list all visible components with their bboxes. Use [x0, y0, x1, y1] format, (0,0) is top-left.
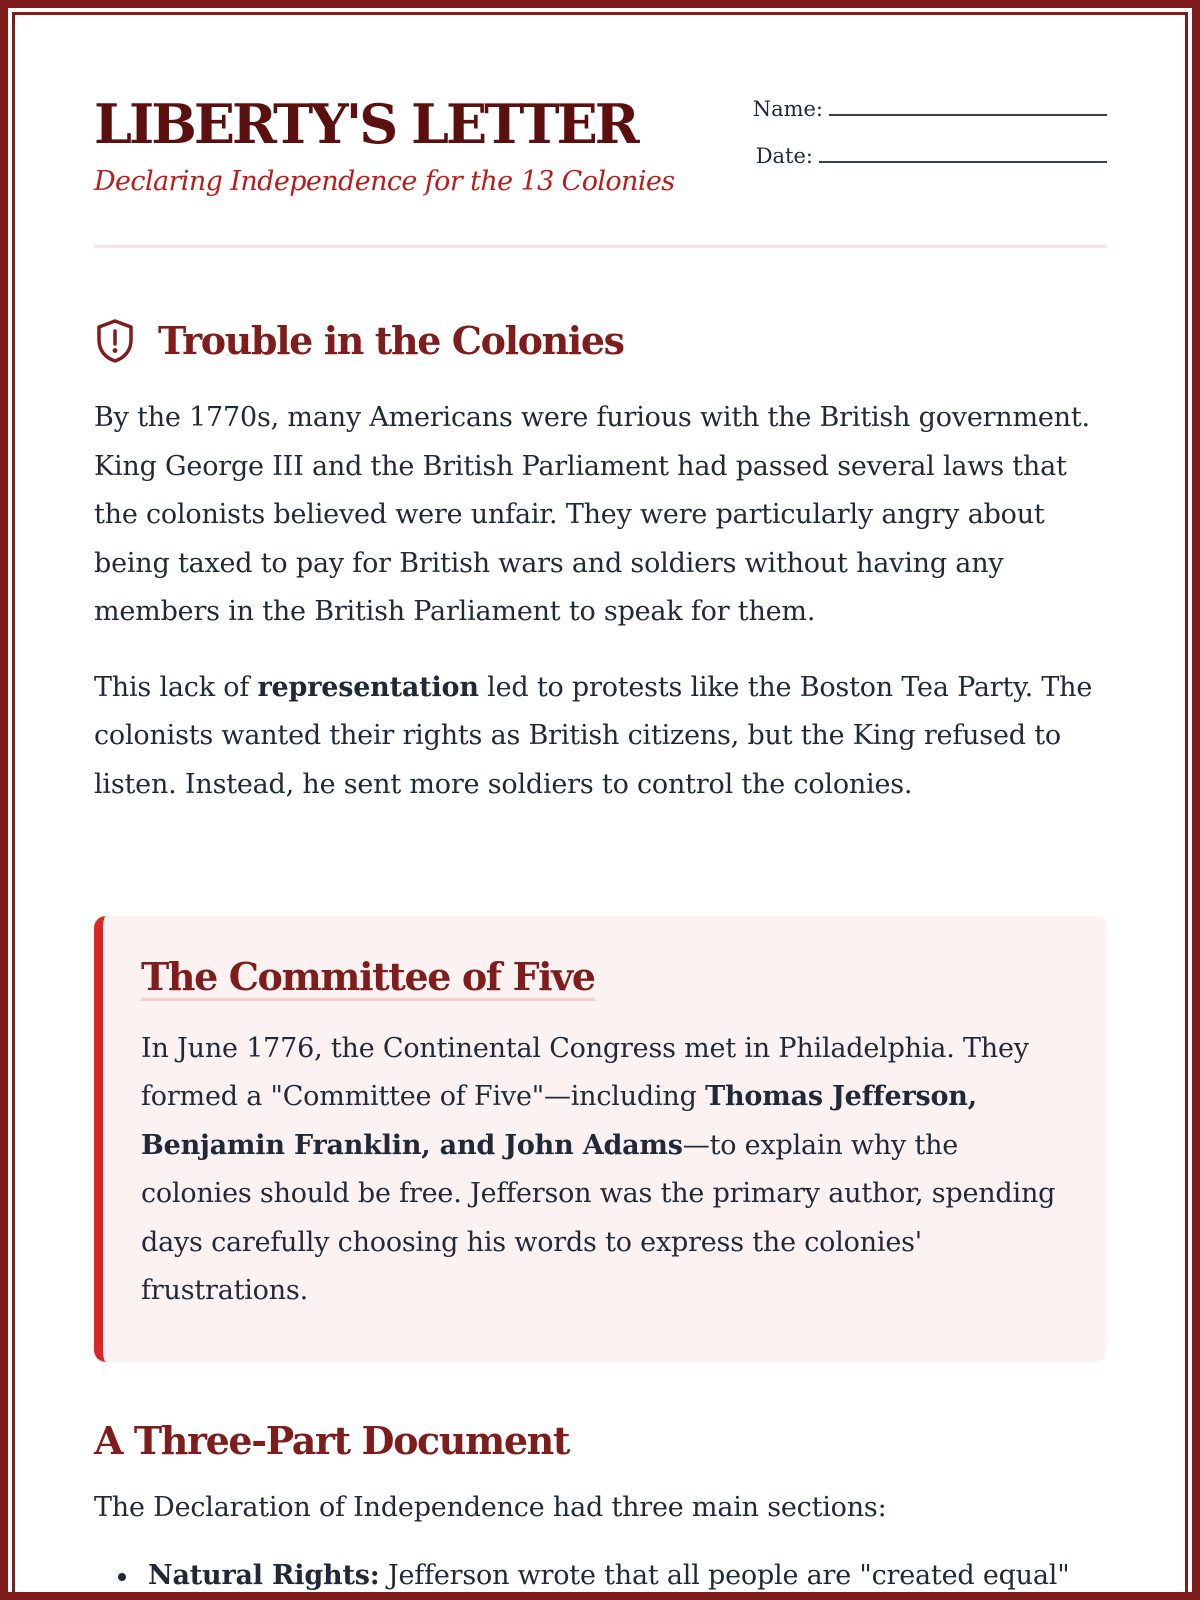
- text-run: led to protests like the Boston Tea Party. The colonists wanted their rights as British citizens, but the King refused to listen. Instead, he sent more soldiers to control the colonies.: [94, 671, 1093, 800]
- callout-paragraph: [141, 1025, 1071, 1316]
- worksheet-subtitle: Declaring Independence for the 13 Colonies: [94, 166, 675, 197]
- header-divider: [94, 245, 1107, 248]
- paragraph: By the 1770s, many Americans were furious with the British government. King George III and the British Parliament had passed several laws that the colonists believed were unfair. They were particularly angry about being taxed to pay for British wars and soldiers without having any members in the British Parliament to speak for them.: [94, 402, 1090, 627]
- callout-heading: The Committee of Five: [141, 954, 595, 999]
- bullet-dot: [118, 1573, 126, 1581]
- committee-callout-box: [94, 916, 1107, 1362]
- list-item: [94, 1552, 1107, 1600]
- date-blank-line[interactable]: [819, 143, 1107, 163]
- worksheet-page: [94, 0, 1107, 1592]
- worksheet-title: LIBERTY'S LETTER: [94, 92, 637, 156]
- list-item-label: Natural Rights:: [148, 1560, 380, 1592]
- list-item-text: Jefferson wrote that all people are "created equal": [379, 1560, 1070, 1592]
- section-heading-row: [94, 318, 1107, 364]
- name-label: Name:: [752, 97, 823, 121]
- worksheet-header: [94, 0, 1107, 250]
- date-field: [756, 143, 1107, 168]
- bold-term: representation: [257, 671, 479, 703]
- text-run: —to explain why the colonies should be free. Jefferson was the primary author, spending days carefully choosing his words to express the colonies' frustrations.: [141, 1129, 1056, 1307]
- section-heading: Trouble in the Colonies: [158, 318, 624, 364]
- date-label: Date:: [755, 144, 813, 168]
- paragraph: [94, 664, 1107, 810]
- text-run: This lack of: [94, 671, 258, 703]
- bold-names: Thomas Jefferson, Benjamin Franklin, and John Adams: [141, 1081, 977, 1161]
- text-run: In June 1776, the Continental Congress met in Philadelphia. They formed a "Committee of Five"—including: [141, 1032, 1029, 1113]
- section-intro: The Declaration of Independence had three main sections:: [94, 1491, 887, 1523]
- shield-alert-icon: [94, 318, 136, 364]
- sections-list: [94, 1552, 1107, 1600]
- name-blank-line[interactable]: [829, 96, 1107, 116]
- section-heading: A Three-Part Document: [94, 1418, 569, 1463]
- name-field: [753, 96, 1107, 121]
- section-three-part-document: [94, 1418, 1107, 1600]
- section-trouble-in-colonies: [94, 318, 1107, 809]
